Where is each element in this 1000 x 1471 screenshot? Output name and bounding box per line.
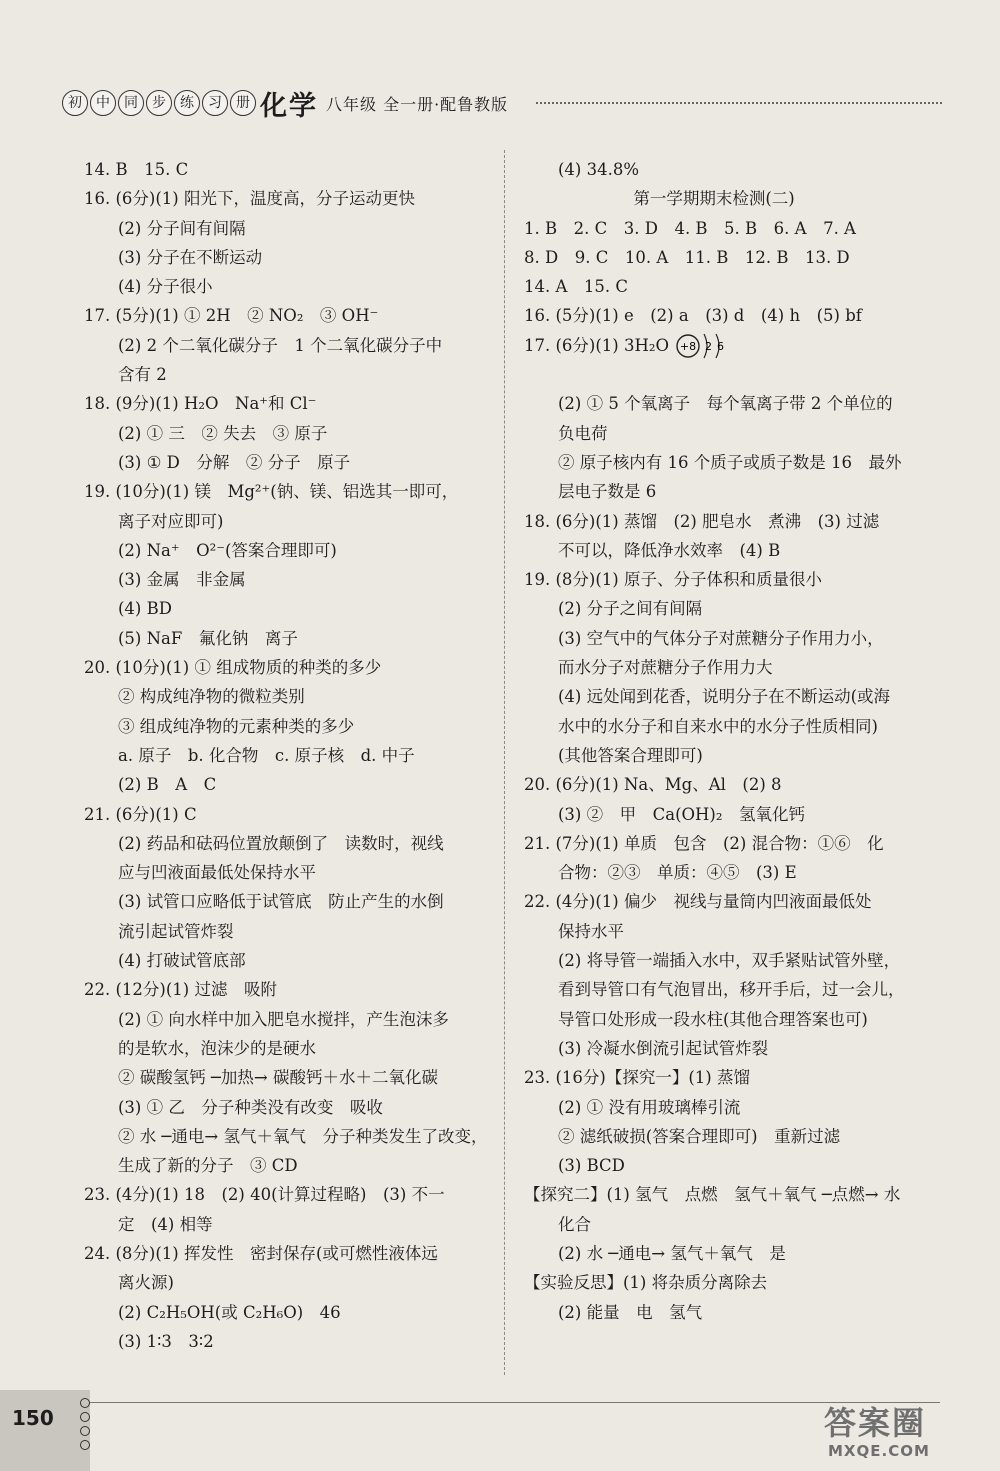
- answer-text: (2) 药品和砝码位置放颠倒了 读数时，视线: [118, 833, 444, 853]
- answer-line: [524, 917, 924, 946]
- answer-line: [524, 1122, 924, 1151]
- answer-text: 离火源): [118, 1273, 174, 1293]
- answer-text: 23. (16分)【探究一】(1) 蒸馏: [524, 1068, 750, 1088]
- answer-text: (3) ① 乙 分子种类没有改变 吸收: [118, 1097, 383, 1117]
- answer-text: (3) BCD: [558, 1156, 625, 1176]
- answer-line: [524, 1093, 924, 1122]
- answer-line: [84, 712, 494, 741]
- answer-line: [84, 1093, 494, 1122]
- shell-electron-count: 2: [705, 340, 713, 354]
- answer-text: (5) NaF 氟化钠 离子: [118, 628, 298, 648]
- answer-text: 18. (6分)(1) 蒸馏 (2) 肥皂水 煮沸 (3) 过滤: [524, 511, 880, 531]
- answer-line: [524, 155, 924, 184]
- left-column: [84, 155, 494, 1356]
- answer-line: [84, 975, 494, 1004]
- nucleus-charge: +8: [680, 340, 697, 354]
- answer-text: (2) 能量 电 氢气: [558, 1302, 703, 1322]
- answer-text: 19. (10分)(1) 镁 Mg²⁺(钠、镁、铝选其一即可，: [84, 482, 459, 502]
- answer-text: (2) 分子之间有间隔: [558, 599, 703, 619]
- answer-line: [84, 1034, 494, 1063]
- answer-line: [524, 975, 924, 1004]
- answer-text: (3) 试管口应略低于试管底 防止产生的水倒: [118, 892, 444, 912]
- answer-text: 水中的水分子和自来水中的水分子性质相同): [558, 716, 878, 736]
- answer-line: [84, 565, 494, 594]
- page-header: [62, 88, 942, 122]
- answer-text: ② 原子核内有 16 个质子或质子数是 16 最外: [558, 452, 902, 472]
- watermark-sub: MXQE.COM: [828, 1442, 930, 1460]
- answer-line: [84, 1239, 494, 1268]
- answer-text: ② 滤纸破损(答案合理即可) 重新过滤: [558, 1126, 841, 1146]
- answer-text: 定 (4) 相等: [118, 1214, 213, 1234]
- answer-text: (2) ① 向水样中加入肥皂水搅拌，产生泡沫多: [118, 1009, 449, 1029]
- answer-text: 8. D 9. C 10. A 11. B 12. B 13. D: [524, 247, 850, 267]
- answer-text: (2) ① 5 个氧离子 每个氧离子带 2 个单位的: [558, 394, 893, 414]
- answer-text: (其他答案合理即可): [558, 745, 703, 765]
- grade-label: 八年级 全一册·配鲁教版: [326, 95, 509, 114]
- answer-line: [84, 1327, 494, 1356]
- answer-line: [524, 800, 924, 829]
- answer-line: [524, 1268, 924, 1297]
- answer-line: [524, 507, 924, 536]
- answer-line: [84, 1005, 494, 1034]
- answer-line: [524, 770, 924, 799]
- answer-line: [524, 741, 924, 770]
- answer-line: [84, 887, 494, 916]
- watermark: [806, 1398, 976, 1464]
- watermark-main: 答案圈: [824, 1404, 927, 1442]
- answer-line: [84, 301, 494, 330]
- series-name: [62, 90, 256, 116]
- answer-line: [524, 448, 924, 477]
- answer-text: (2) C₂H₅OH(或 C₂H₆O) 46: [118, 1302, 341, 1322]
- answer-text: 【探究二】(1) 氢气 点燃 氢气＋氧气 ─点燃→ 水: [524, 1185, 901, 1205]
- answer-text: (2) Na⁺ O²⁻(答案合理即可): [118, 540, 337, 560]
- series-char: 步: [146, 90, 172, 116]
- answer-text: 21. (7分)(1) 单质 包含 (2) 混合物：①⑥ 化: [524, 833, 884, 853]
- answer-line: [524, 1151, 924, 1180]
- answer-line: [524, 331, 924, 360]
- answer-line: [84, 1268, 494, 1297]
- answer-text: 14. A 15. C: [524, 277, 629, 297]
- answer-text: (4) BD: [118, 599, 172, 619]
- section-title: [524, 184, 924, 213]
- answer-line: [84, 184, 494, 213]
- answer-text: 22. (12分)(1) 过滤 吸附: [84, 980, 277, 1000]
- page-number-box: [0, 1390, 90, 1471]
- series-char: 练: [174, 90, 200, 116]
- answer-text: 19. (8分)(1) 原子、分子体积和质量很小: [524, 570, 822, 590]
- answer-line: [524, 946, 924, 975]
- answer-text: 化合: [558, 1214, 591, 1234]
- answer-line: [84, 536, 494, 565]
- answer-text: 流引起试管炸裂: [118, 921, 234, 941]
- answer-line: [84, 858, 494, 887]
- answer-line: [524, 887, 924, 916]
- answer-text: 1. B 2. C 3. D 4. B 5. B 6. A 7. A: [524, 218, 856, 238]
- answer-text: 16. (6分)(1) 阳光下，温度高，分子运动更快: [84, 189, 415, 209]
- series-char: 习: [202, 90, 228, 116]
- answer-text: (3) 1∶3 3∶2: [118, 1331, 214, 1351]
- answer-text: 18. (9分)(1) H₂O Na⁺和 Cl⁻: [84, 394, 317, 414]
- answer-line: [524, 653, 924, 682]
- header-rule: [536, 102, 942, 104]
- answer-text: (3) 空气中的气体分子对蔗糖分子作用力小，: [558, 628, 884, 648]
- answer-text: 【实验反思】(1) 将杂质分离除去: [524, 1273, 768, 1293]
- answer-line: [524, 682, 924, 711]
- answer-text: (2) 水 ─通电→ 氢气＋氧气 是: [558, 1243, 786, 1263]
- answer-line: [524, 243, 924, 272]
- answer-line: [84, 1151, 494, 1180]
- answer-text: 生成了新的分子 ③ CD: [118, 1156, 298, 1176]
- answer-text: (4) 分子很小: [118, 277, 213, 297]
- answer-line: [524, 301, 924, 330]
- answer-text: 21. (6分)(1) C: [84, 804, 197, 824]
- answer-line: [84, 1210, 494, 1239]
- answer-line: [84, 448, 494, 477]
- answer-line: [524, 565, 924, 594]
- answer-text: (2) 将导管一端插入水中，双手紧贴试管外壁，: [558, 951, 901, 971]
- answer-line: [84, 214, 494, 243]
- answer-line: [524, 829, 924, 858]
- series-char: 中: [90, 90, 116, 116]
- answer-line: [84, 917, 494, 946]
- answer-text: 的是软水，泡沫少的是硬水: [118, 1038, 316, 1058]
- answer-text: (4) 远处闻到花香，说明分子在不断运动(或海: [558, 687, 891, 707]
- answer-line: [524, 477, 924, 506]
- answer-line: [84, 419, 494, 448]
- answer-text: 第一学期期末检测(二): [633, 189, 795, 209]
- answer-line: [84, 1298, 494, 1327]
- answer-text: (3) 分子在不断运动: [118, 247, 263, 267]
- answer-line: [84, 1122, 494, 1151]
- answer-text: 17. (6分)(1) 3H₂O: [524, 335, 670, 355]
- answer-text: 不可以，降低净水效率 (4) B: [558, 540, 781, 560]
- answer-line: [84, 946, 494, 975]
- answer-text: 17. (5分)(1) ① 2H ② NO₂ ③ OH⁻: [84, 306, 379, 326]
- answer-line: [84, 155, 494, 184]
- answer-text: (3) ② 甲 Ca(OH)₂ 氢氧化钙: [558, 804, 805, 824]
- answer-text: (2) B A C: [118, 775, 217, 795]
- answer-text: ② 水 ─通电→ 氢气＋氧气 分子种类发生了改变，: [118, 1126, 488, 1146]
- answer-line: [84, 243, 494, 272]
- answer-text: 14. B 15. C: [84, 160, 189, 179]
- answer-text: (2) 2 个二氧化碳分子 1 个二氧化碳分子中: [118, 335, 443, 355]
- subject-title: 化学: [260, 91, 318, 122]
- answer-line: [524, 1005, 924, 1034]
- answer-line: [84, 1063, 494, 1092]
- atom-structure-diagram: [674, 331, 734, 361]
- series-char: 初: [62, 90, 88, 116]
- answer-line: [524, 214, 924, 243]
- answer-text: 16. (5分)(1) e (2) a (3) d (4) h (5) bf: [524, 306, 862, 326]
- answer-text: (2) 分子间有间隔: [118, 218, 246, 238]
- answer-line: [524, 419, 924, 448]
- answer-line: [84, 829, 494, 858]
- right-column: [524, 155, 924, 1327]
- answer-line: [524, 594, 924, 623]
- answer-line: [84, 477, 494, 506]
- answer-text: (3) ① D 分解 ② 分子 原子: [118, 452, 351, 472]
- answer-text: (3) 冷凝水倒流引起试管炸裂: [558, 1038, 769, 1058]
- footer-dots: [80, 1398, 90, 1450]
- answer-text: (3) 金属 非金属: [118, 570, 246, 590]
- answer-text: 看到导管口有气泡冒出，移开手后，过一会儿，: [558, 980, 905, 1000]
- answer-line: [524, 360, 924, 389]
- page-number: 150: [12, 1406, 54, 1430]
- answer-line: [84, 653, 494, 682]
- answer-text: 导管口处形成一段水柱(其他合理答案也可): [558, 1009, 868, 1029]
- answer-text: ③ 组成纯净物的元素种类的多少: [118, 716, 355, 736]
- shell-electron-count: 6: [717, 340, 725, 354]
- answer-line: [524, 1298, 924, 1327]
- answer-text: 22. (4分)(1) 偏少 视线与量筒内凹液面最低处: [524, 892, 872, 912]
- answer-text: 层电子数是 6: [558, 482, 657, 502]
- answer-line: [524, 272, 924, 301]
- answer-line: [524, 1034, 924, 1063]
- answer-line: [84, 594, 494, 623]
- answer-line: [84, 507, 494, 536]
- answer-text: 20. (6分)(1) Na、Mg、Al (2) 8: [524, 775, 782, 795]
- answer-line: [84, 389, 494, 418]
- answer-line: [84, 272, 494, 301]
- answer-text: (2) ① 三 ② 失去 ③ 原子: [118, 423, 328, 443]
- answer-line: [84, 624, 494, 653]
- answer-text: 20. (10分)(1) ① 组成物质的种类的多少: [84, 658, 382, 678]
- answer-text: (4) 34.8%: [558, 160, 640, 179]
- answer-text: ② 碳酸氢钙 ─加热→ 碳酸钙＋水＋二氧化碳: [118, 1068, 438, 1088]
- series-char: 册: [230, 90, 256, 116]
- answer-line: [524, 536, 924, 565]
- answer-text: 应与凹液面最低处保持水平: [118, 863, 316, 883]
- series-char: 同: [118, 90, 144, 116]
- answer-text: 23. (4分)(1) 18 (2) 40(计算过程略) (3) 不一: [84, 1185, 445, 1205]
- answer-text: 负电荷: [558, 423, 608, 443]
- answer-line: [84, 360, 494, 389]
- answer-line: [84, 800, 494, 829]
- answer-line: [84, 331, 494, 360]
- answer-line: [84, 1180, 494, 1209]
- answer-line: [524, 624, 924, 653]
- answer-line: [524, 389, 924, 418]
- answer-line: [84, 741, 494, 770]
- answer-text: 24. (8分)(1) 挥发性 密封保存(或可燃性液体远: [84, 1243, 438, 1263]
- answer-line: [524, 1180, 924, 1209]
- answer-line: [524, 1210, 924, 1239]
- answer-text: ② 构成纯净物的微粒类别: [118, 687, 305, 707]
- answer-line: [524, 858, 924, 887]
- answer-text: a. 原子 b. 化合物 c. 原子核 d. 中子: [118, 745, 415, 765]
- answer-text: 含有 2: [118, 365, 167, 385]
- answer-text: (4) 打破试管底部: [118, 951, 246, 971]
- answer-line: [84, 682, 494, 711]
- answer-text: (2) ① 没有用玻璃棒引流: [558, 1097, 741, 1117]
- answer-line: [524, 1239, 924, 1268]
- answer-text: 合物：②③ 单质：④⑤ (3) E: [558, 863, 797, 883]
- answer-line: [84, 770, 494, 799]
- answer-text: 离子对应即可): [118, 511, 224, 531]
- answer-line: [524, 1063, 924, 1092]
- answer-line: [524, 712, 924, 741]
- answer-text: 而水分子对蔗糖分子作用力大: [558, 658, 773, 678]
- column-divider: [504, 150, 505, 1375]
- answer-text: 保持水平: [558, 921, 624, 941]
